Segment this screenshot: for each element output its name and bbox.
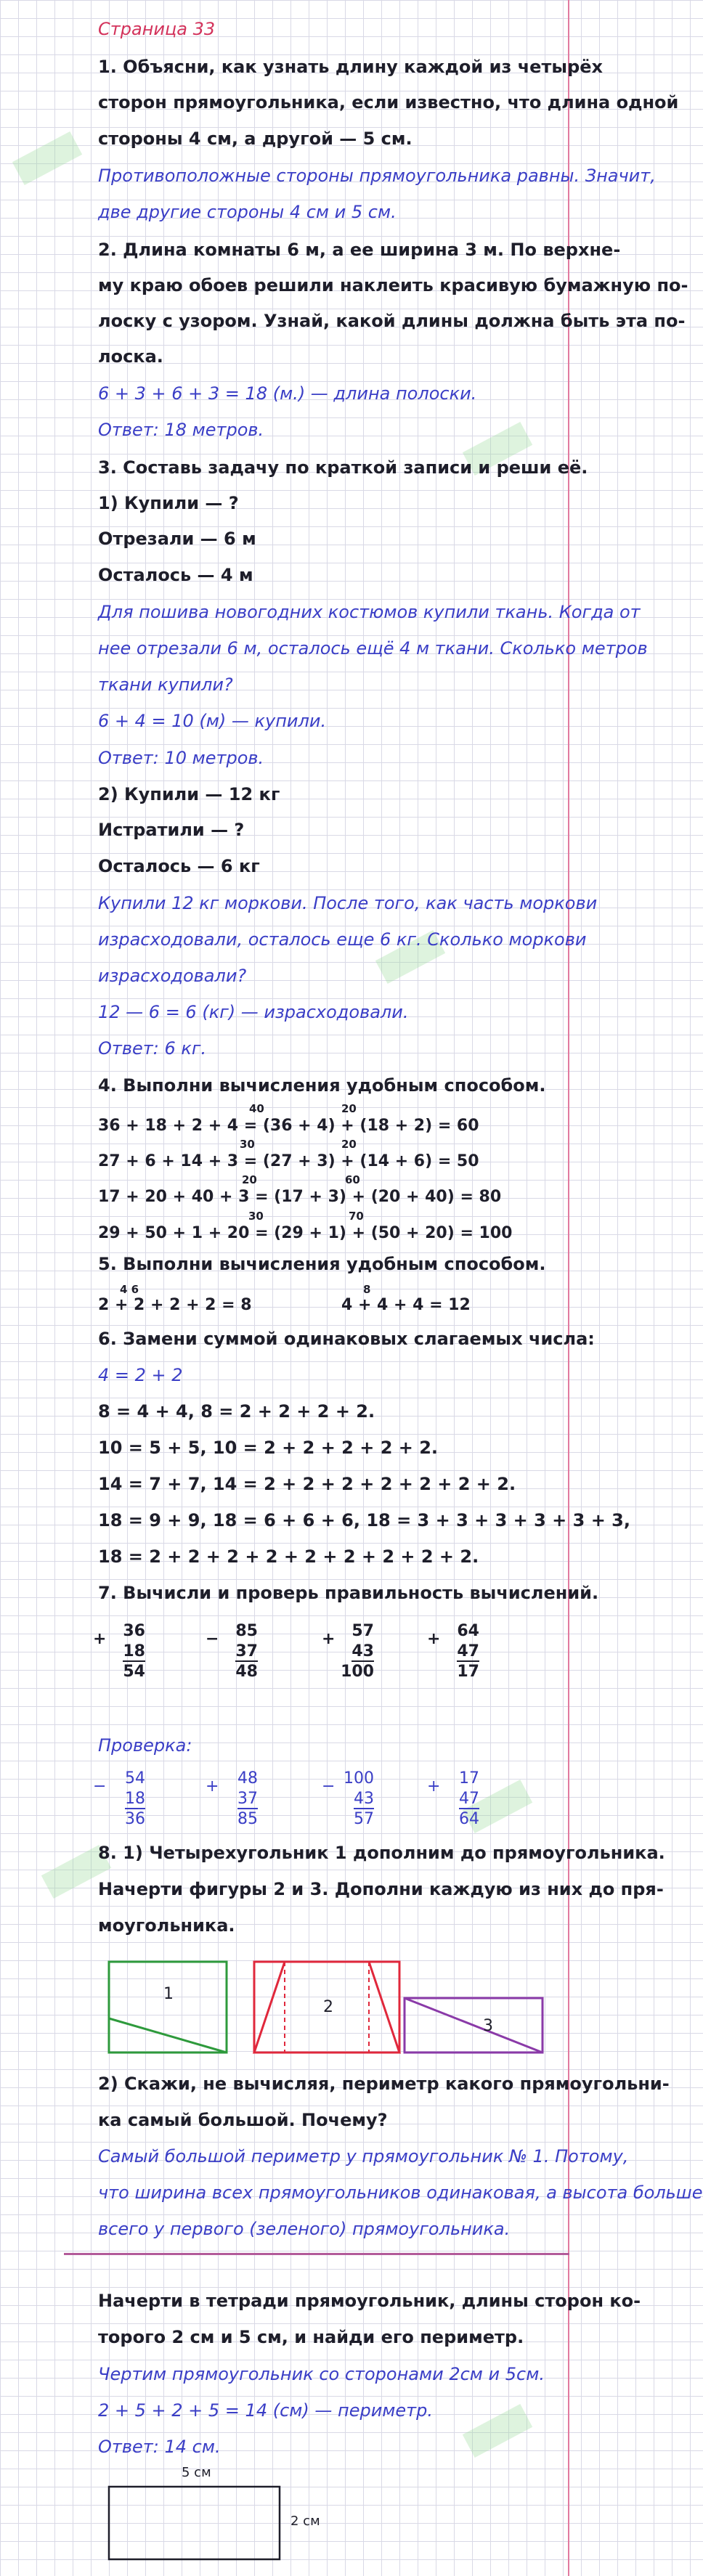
task-line-t3g: Осталось — 6 кг [98,856,260,876]
figure-1 [109,1962,227,2053]
final-rect-top-label: 5 см [182,2465,211,2480]
answer-line-a1a: Противоположные стороны прямоугольника равны. Значит, [98,166,656,186]
task-line-s6b: 8 = 4 + 4, 8 = 2 + 2 + 2 + 2. [98,1401,375,1422]
task4-sum-mark: 20 [341,1102,357,1115]
task7-column-result: 17 [457,1663,479,1681]
task4-sum-mark: 70 [349,1210,364,1223]
task4-sum-mark: 30 [240,1138,255,1151]
task-line-t2a: 2. Длина комнаты 6 м, а ее ширина 3 м. По верхне- [98,240,621,260]
final-rectangle [109,2487,280,2559]
task7-check-second: 18 [125,1790,145,1808]
task-line-t8e: ка самый большой. Почему? [98,2110,388,2130]
task-line-t3d: Осталось — 4 м [98,565,253,585]
task-line-t3a: 3. Составь задачу по краткой записи и реши её. [98,457,588,478]
answer-line-a8b: что ширина всех прямоугольников одинаковая, а высота больше [98,2182,703,2203]
task7-check-second: 37 [237,1790,258,1808]
task-line-t2c: лоску с узором. Узнай, какой длины должна быть эта по- [98,311,686,331]
task-line-t8d: 2) Скажи, не вычисляя, периметр какого прямоугольни- [98,2074,670,2094]
task7-check-first: 48 [237,1769,258,1788]
task4-sum-mark: 30 [248,1210,264,1223]
task-line-t3c: Отрезали — 6 м [98,529,256,549]
task5-expr-1: 2 + 2 + 2 + 2 = 8 [98,1296,252,1314]
task7-column-operator: + [93,1630,107,1648]
answer-line-a1b: две другие стороны 4 см и 5 см. [98,202,397,222]
task7-column-operator: + [427,1630,441,1648]
answer-line-a3g: израсходовали, осталось еще 6 кг. Сколько моркови [98,929,587,950]
task7-column-operator: + [322,1630,336,1648]
figure-2-label: 2 [323,1998,333,2016]
page-title: Страница 33 [98,19,216,39]
figure-3 [405,1998,543,2053]
task-line-t8a: 8. 1) Четырехугольник 1 дополним до прямоугольника. [98,1843,665,1863]
answer-line-a3a: Для пошива новогодних костюмов купили ткань. Когда от [98,602,641,622]
task7-column-first: 85 [235,1622,258,1640]
task-line-t6: 6. Замени суммой одинаковых слагаемых числа: [98,1329,595,1349]
task-line-t8b: Начерти фигуры 2 и 3. Дополни каждую из них до пря- [98,1879,664,1899]
task7-check-result: 57 [354,1810,374,1828]
final-rect-side-label: 2 см [290,2514,320,2529]
answer-line-a3d: 6 + 4 = 10 (м) — купили. [98,711,327,731]
answer-line-a3h: израсходовали? [98,966,247,986]
answer-line-a9b: 2 + 5 + 2 + 5 = 14 (см) — периметр. [98,2400,434,2421]
task7-column-first: 36 [123,1622,145,1640]
answer-line-a9c: Ответ: 14 см. [98,2437,221,2457]
answer-line-a2b: Ответ: 18 метров. [98,420,264,440]
task4-sum-mark: 20 [242,1173,257,1186]
task4-sum-mark: 40 [249,1102,264,1115]
task5-expr-2: 4 + 4 + 4 = 12 [341,1296,471,1314]
task4-expression: 29 + 50 + 1 + 20 = (29 + 1) + (50 + 20) = 100 [98,1224,513,1242]
task7-column-result: 54 [123,1663,145,1681]
answer-line-check: Проверка: [98,1735,192,1756]
task-line-t4: 4. Выполни вычисления удобным способом. [98,1075,546,1096]
task-line-s6e: 18 = 9 + 9, 18 = 6 + 6 + 6, 18 = 3 + 3 + 3 + 3 + 3 + 3, [98,1510,630,1530]
task-line-t9b: торого 2 см и 5 см, и найди его периметр. [98,2327,524,2347]
task-line-t7: 7. Вычисли и проверь правильность вычислений. [98,1583,599,1603]
task-line-t8c: моугольника. [98,1915,235,1936]
task-line-t1a: 1. Объясни, как узнать длину каждой из четырёх [98,57,604,77]
task4-expression: 36 + 18 + 2 + 4 = (36 + 4) + (18 + 2) = 60 [98,1117,479,1135]
task-line-t1b: сторон прямоугольника, если известно, что длина одной [98,92,679,113]
answer-line-a2a: 6 + 3 + 6 + 3 = 18 (м.) — длина полоски. [98,383,477,404]
task7-check-second: 47 [459,1790,479,1808]
answer-line-a3j: Ответ: 6 кг. [98,1038,207,1059]
answer-line-a3c: ткани купили? [98,674,233,695]
task7-column-result: 100 [341,1663,374,1681]
task5-marks-1: 4 6 [120,1283,139,1296]
task-line-s6c: 10 = 5 + 5, 10 = 2 + 2 + 2 + 2 + 2. [98,1438,439,1458]
task7-check-first: 100 [344,1769,374,1788]
task-line-t3f: Истратили — ? [98,820,245,840]
figure-1-label: 1 [163,1985,174,2003]
answer-line-a9a: Чертим прямоугольник со сторонами 2см и 5см. [98,2364,545,2384]
task7-check-result: 64 [459,1810,479,1828]
answer-line-a8c: всего у первого (зеленого) прямоугольника. [98,2219,511,2239]
figure-3-label: 3 [483,2017,493,2035]
task7-check-operator: + [206,1777,219,1796]
task-line-t2b: му краю обоев решили наклеить красивую бумажную по- [98,275,688,295]
task7-column-second: 47 [457,1642,479,1660]
task7-column-second: 43 [352,1642,374,1660]
answer-line-a3i: 12 — 6 = 6 (кг) — израсходовали. [98,1002,409,1022]
task7-check-result: 36 [125,1810,145,1828]
answer-line-a8a: Самый большой периметр у прямоугольник № 1. Потому, [98,2146,629,2167]
answer-line-a3b: нее отрезали 6 м, осталось ещё 4 м ткани. Сколько метров [98,638,648,659]
task-line-t3e: 2) Купили — 12 кг [98,784,280,804]
task-line-s6d: 14 = 7 + 7, 14 = 2 + 2 + 2 + 2 + 2 + 2 + 2. [98,1474,516,1494]
task7-check-second: 43 [354,1790,374,1808]
task7-check-operator: − [322,1777,336,1796]
task7-column-second: 37 [235,1642,258,1660]
task7-column-operator: − [206,1630,219,1648]
answer-line-s6a: 4 = 2 + 2 [98,1365,183,1385]
answer-line-a3e: Ответ: 10 метров. [98,748,264,768]
task7-check-first: 17 [459,1769,479,1788]
task4-expression: 27 + 6 + 14 + 3 = (27 + 3) + (14 + 6) = 50 [98,1152,479,1170]
task4-sum-mark: 60 [345,1173,360,1186]
task7-column-result: 48 [235,1663,258,1681]
task7-check-operator: − [93,1777,107,1796]
task5-marks-2: 8 [363,1283,371,1296]
task-line-t3b: 1) Купили — ? [98,493,239,513]
task4-sum-mark: 20 [341,1138,357,1151]
task-line-t9a: Начерти в тетради прямоугольник, длины сторон ко- [98,2291,641,2311]
answer-line-a3f: Купили 12 кг моркови. После того, как часть моркови [98,893,598,913]
task7-check-result: 85 [237,1810,258,1828]
task4-expression: 17 + 20 + 40 + 3 = (17 + 3) + (20 + 40) = 80 [98,1188,502,1206]
task-line-t2d: лоска. [98,346,163,367]
task-line-s6f: 18 = 2 + 2 + 2 + 2 + 2 + 2 + 2 + 2 + 2. [98,1546,479,1567]
task7-check-operator: + [427,1777,441,1796]
task-line-t5: 5. Выполни вычисления удобным способом. [98,1254,546,1274]
task7-column-second: 18 [123,1642,145,1660]
task-line-t1c: стороны 4 см, а другой — 5 см. [98,129,413,149]
task7-check-first: 54 [125,1769,145,1788]
task7-column-first: 57 [352,1622,374,1640]
task7-column-first: 64 [457,1622,479,1640]
